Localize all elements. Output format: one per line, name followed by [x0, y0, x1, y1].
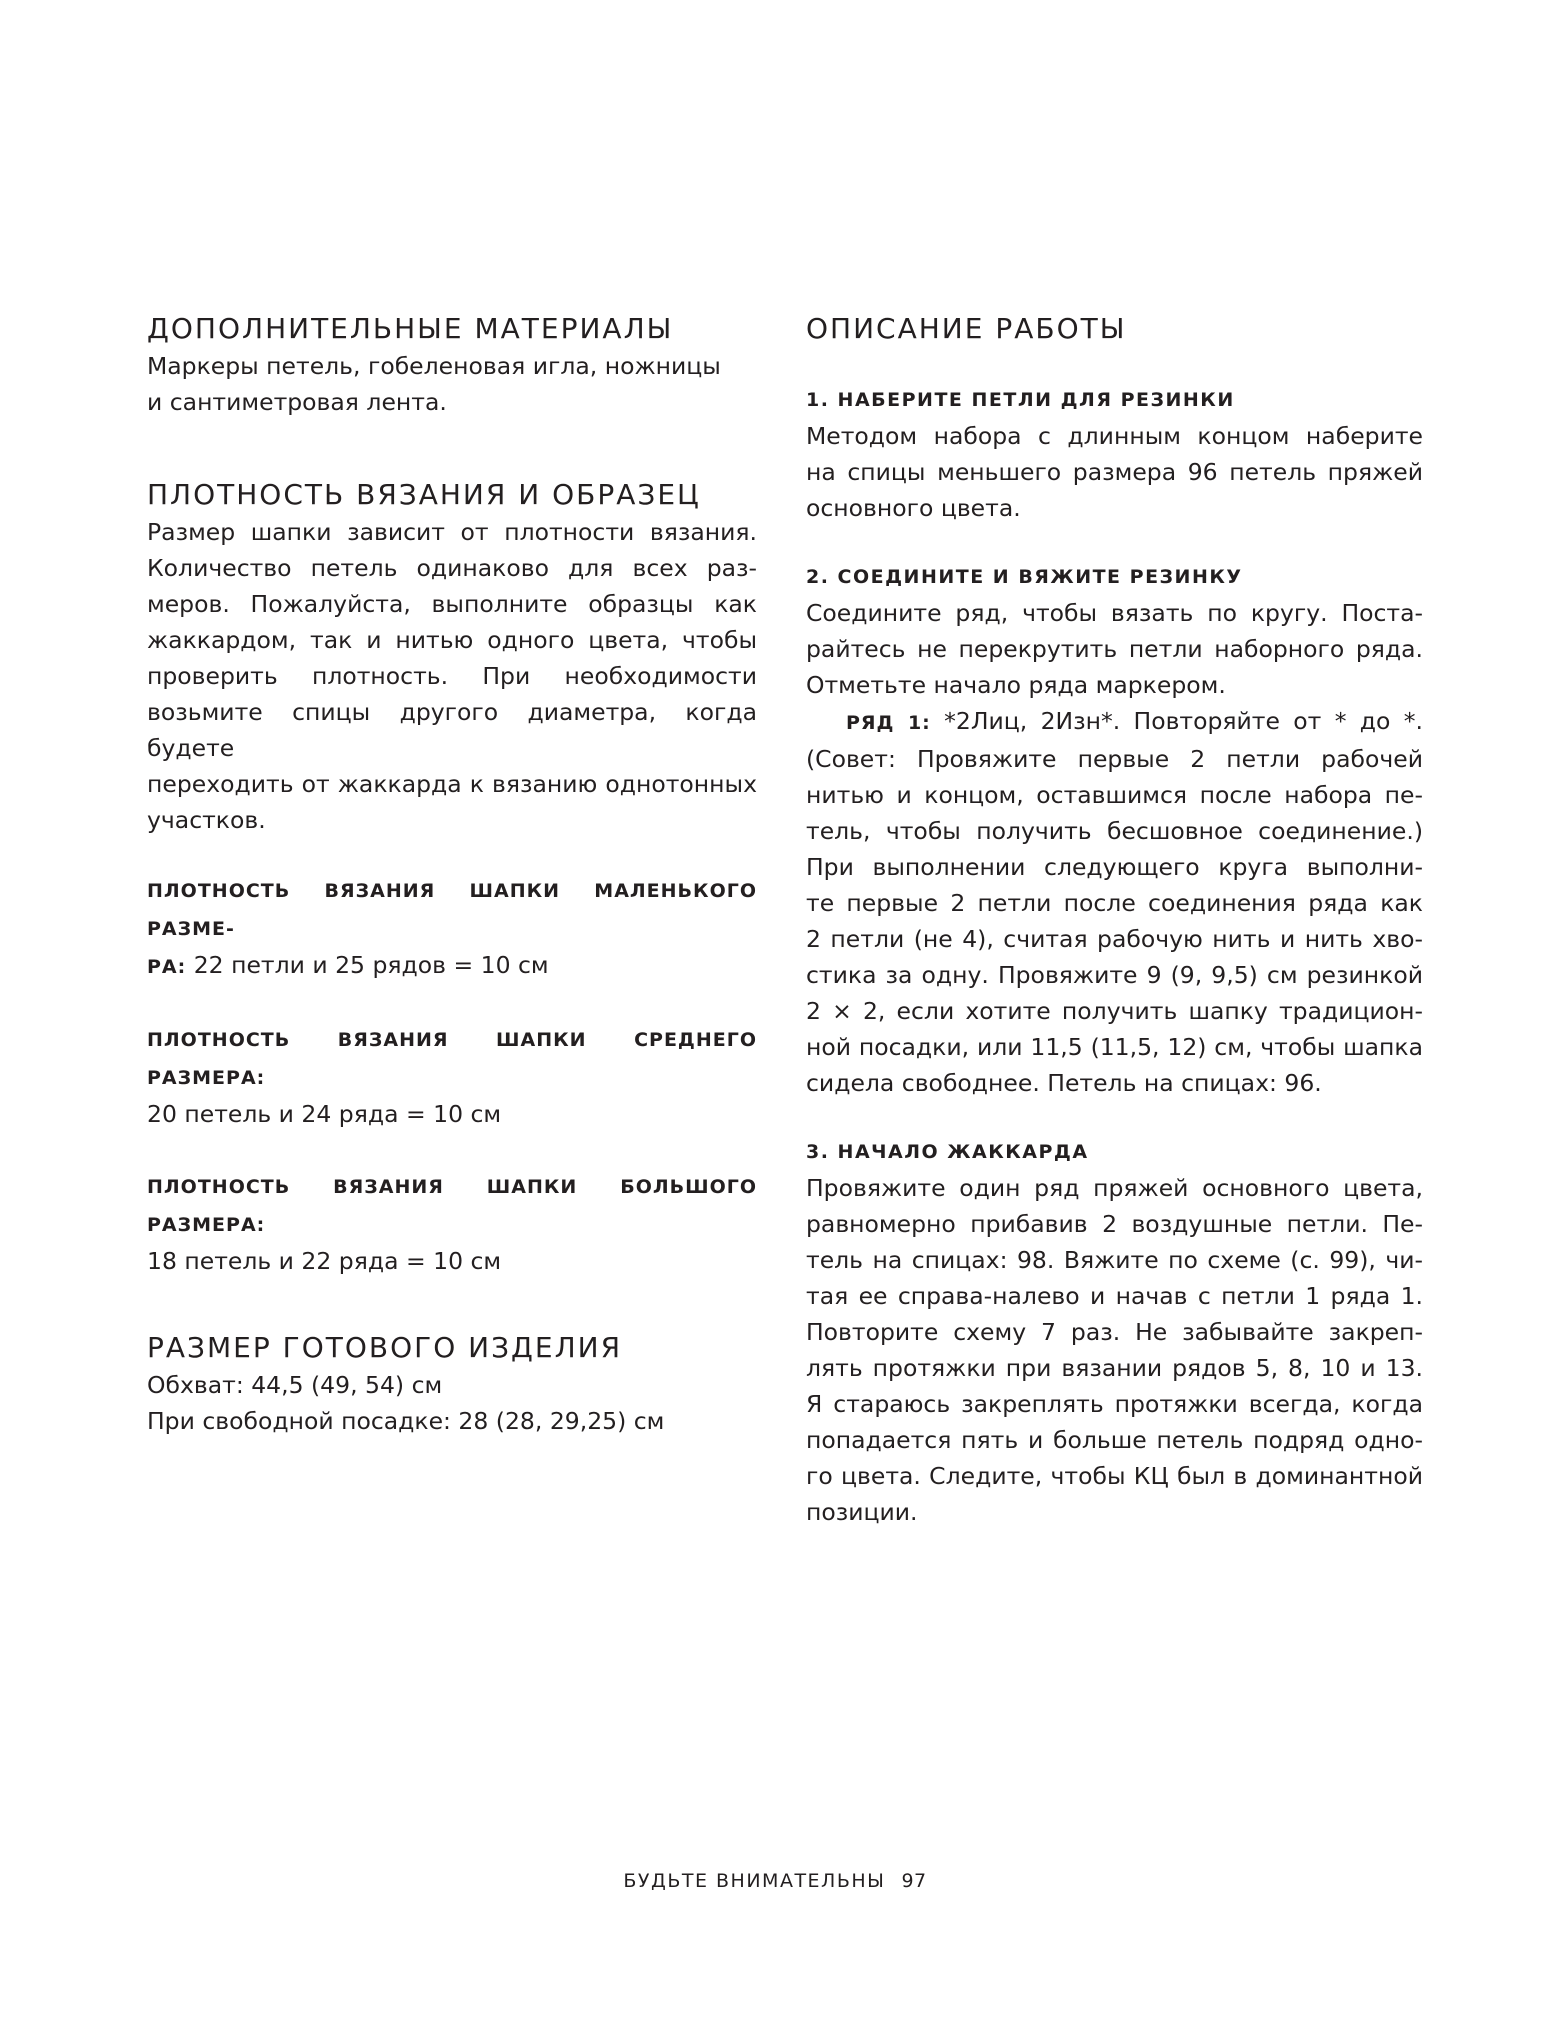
gauge-line: проверить плотность. При необходимости — [147, 662, 757, 690]
page-number: 97 — [901, 1870, 927, 1892]
step1-text — [806, 418, 1423, 526]
materials-line: Маркеры петель, гобеленовая игла, ножницы — [147, 352, 721, 380]
gauge-small — [147, 871, 757, 985]
gauge-large — [147, 1167, 757, 1279]
gauge-large-value: 18 петель и 22 ряда = 10 см — [147, 1247, 502, 1275]
step2-title: 2. СОЕДИНИТЕ И ВЯЖИТЕ РЕЗИНКУ — [806, 566, 1243, 588]
step3-line: го цвета. Следите, чтобы КЦ был в доминантной — [806, 1462, 1423, 1490]
gauge-small-label-cont: РА: — [147, 956, 187, 978]
row1-line: 2 × 2, если хотите получить шапку традицион- — [806, 997, 1423, 1025]
step3-line: Повторите схему 7 раз. Не забывайте закреп- — [806, 1318, 1423, 1346]
step2-text — [806, 595, 1423, 1101]
gauge-line: переходить от жаккарда к вязанию однотонных — [147, 770, 757, 798]
step3-line: тель на спицах: 98. Вяжите по схеме (с. 99), чи- — [806, 1246, 1423, 1274]
step3-line: позиции. — [806, 1498, 918, 1526]
row1-line: нитью и концом, оставшимся после набора пе- — [806, 781, 1423, 809]
gauge-line: Количество петель одинаково для всех раз- — [147, 554, 757, 582]
gauge-large-label: ПЛОТНОСТЬ ВЯЗАНИЯ ШАПКИ БОЛЬШОГО РАЗМЕРА: — [147, 1176, 757, 1236]
size-line: Обхват: 44,5 (49, 54) см — [147, 1371, 443, 1399]
row1-line: (Совет: Провяжите первые 2 петли рабочей — [806, 745, 1423, 773]
step3-line: равномерно прибавив 2 воздушные петли. Пе- — [806, 1210, 1423, 1238]
row1-line: сидела свободнее. Петель на спицах: 96. — [806, 1069, 1322, 1097]
row1-line: те первые 2 петли после соединения ряда как — [806, 889, 1423, 917]
step1-line: Методом набора с длинным концом наберите — [806, 422, 1423, 450]
materials-line: и сантиметровая лента. — [147, 388, 447, 416]
step3-line: лять протяжки при вязании рядов 5, 8, 10 и 13. — [806, 1354, 1423, 1382]
right-column — [806, 310, 1423, 1530]
step3-title: 3. НАЧАЛО ЖАККАРДА — [806, 1141, 1089, 1163]
gauge-line: возьмите спицы другого диаметра, когда будете — [147, 698, 757, 762]
gauge-line: жаккардом, так и нитью одного цвета, чтобы — [147, 626, 757, 654]
row1-label: РЯД 1: — [846, 712, 931, 734]
running-title: БУДЬТЕ ВНИМАТЕЛЬНЫ — [623, 1870, 886, 1892]
row1-line: ной посадки, или 11,5 (11,5, 12) см, чтобы шапка — [806, 1033, 1423, 1061]
row1-instruction: *2Лиц, 2Изн*. Повторяйте от * до *. — [930, 707, 1423, 735]
gauge-heading: ПЛОТНОСТЬ ВЯЗАНИЯ И ОБРАЗЕЦ — [147, 478, 701, 511]
size-heading: РАЗМЕР ГОТОВОГО ИЗДЕЛИЯ — [147, 1331, 623, 1364]
row1-line: тель, чтобы получить бесшовное соединение.) — [806, 817, 1423, 845]
step2-line: Соедините ряд, чтобы вязать по кругу. Поста- — [806, 599, 1423, 627]
row1-line: 2 петли (не 4), считая рабочую нить и нить хво- — [806, 925, 1423, 953]
page-footer — [0, 1870, 1550, 1892]
gauge-small-value: 22 петли и 25 рядов = 10 см — [186, 951, 549, 979]
materials-heading: ДОПОЛНИТЕЛЬНЫЕ МАТЕРИАЛЫ — [147, 312, 674, 345]
materials-text — [147, 348, 757, 420]
step1-line: основного цвета. — [806, 494, 1021, 522]
gauge-medium-value: 20 петель и 24 ряда = 10 см — [147, 1100, 502, 1128]
step3-line: попадается пять и больше петель подряд одно- — [806, 1426, 1423, 1454]
gauge-line: Размер шапки зависит от плотности вязания. — [147, 518, 757, 546]
gauge-line: участков. — [147, 806, 266, 834]
row1-line: стика за одну. Провяжите 9 (9, 9,5) см резинкой — [806, 961, 1423, 989]
step3-line: Провяжите один ряд пряжей основного цвета, — [806, 1174, 1423, 1202]
size-text — [147, 1367, 757, 1439]
step2-line: райтесь не перекрутить петли наборного ряда. — [806, 635, 1423, 663]
step2-line: Отметьте начало ряда маркером. — [806, 671, 1226, 699]
row1-line — [806, 703, 1423, 741]
step3-line: тая ее справа-налево и начав с петли 1 ряда 1. — [806, 1282, 1423, 1310]
step1-title: 1. НАБЕРИТЕ ПЕТЛИ ДЛЯ РЕЗИНКИ — [806, 389, 1235, 411]
step3-text — [806, 1170, 1423, 1530]
left-column — [147, 310, 757, 1439]
size-line: При свободной посадке: 28 (28, 29,25) см — [147, 1407, 665, 1435]
gauge-line: меров. Пожалуйста, выполните образцы как — [147, 590, 757, 618]
gauge-medium-label: ПЛОТНОСТЬ ВЯЗАНИЯ ШАПКИ СРЕДНЕГО РАЗМЕРА: — [147, 1029, 757, 1089]
step1-line: на спицы меньшего размера 96 петель пряжей — [806, 458, 1423, 486]
work-description-heading: ОПИСАНИЕ РАБОТЫ — [806, 312, 1127, 345]
gauge-text — [147, 514, 757, 838]
step3-line: Я стараюсь закреплять протяжки всегда, когда — [806, 1390, 1423, 1418]
row1-line: При выполнении следующего круга выполни- — [806, 853, 1423, 881]
gauge-small-label: ПЛОТНОСТЬ ВЯЗАНИЯ ШАПКИ МАЛЕНЬКОГО РАЗМЕ- — [147, 880, 757, 940]
gauge-medium — [147, 1020, 757, 1132]
